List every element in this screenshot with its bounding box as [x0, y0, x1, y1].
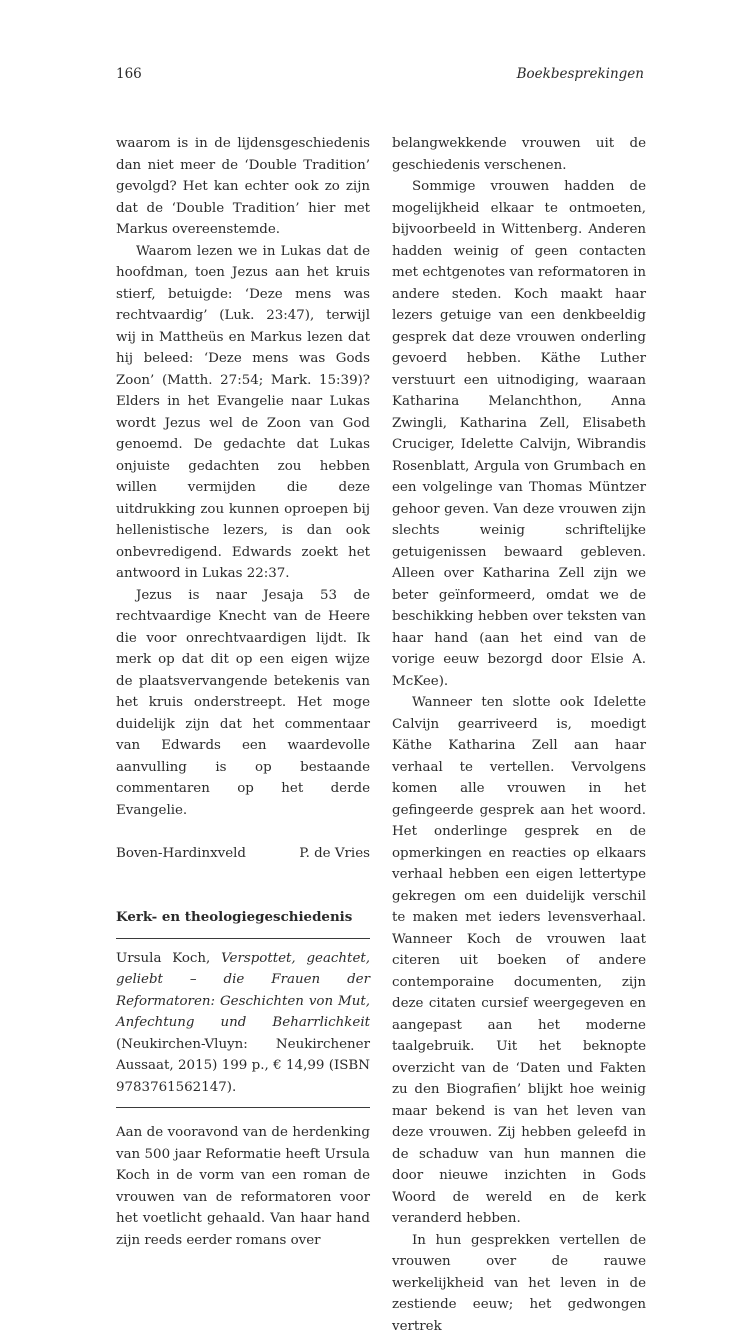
right-column [392, 133, 646, 1337]
running-head: Boekbesprekingen [517, 66, 644, 82]
body-paragraph: Waarom lezen we in Lukas dat de hoofdman, toen Jezus aan het kruis stierf, betuigde: ‘Deze mens was rechtvaardig’ (Luk. 23:47), terwijl wij in Mattheüs en Markus lezen dat hij beleed: ‘Deze mens was Gods Zoon’ (Matth. 27:54; Mark. 15:39)? Elders in het Evangelie naar Lukas wordt Jezus wel de Zoon van God genoemd. De gedachte dat Lukas onjuiste gedachten zou hebben willen vermijden die deze uitdrukking zou kunnen oproepen bij hellenistische lezers, is dan ook onbevredigend. Edwards zoekt het antwoord in Lukas 22:37. [116, 241, 370, 585]
body-paragraph: Sommige vrouwen hadden de mogelijkheid elkaar te ontmoeten, bijvoorbeeld in Wittenberg. Anderen hadden weinig of geen contacten met echtgenotes van reformatoren in andere steden. Koch maakt haar lezers getuige van een denkbeeldig gesprek dat deze vrouwen onderling gevoerd hebben. Käthe Luther verstuurt een uitnodiging, waaraan Katharina Melanchthon, Anna Zwingli, Katharina Zell, Elisabeth Cruciger, Idelette Calvijn, Wibrandis Rosenblatt, Argula von Grumbach en een volgelinge van Thomas Müntzer gehoor geven. Van deze vrouwen zijn slechts weinig schriftelijke getuigenissen bewaard gebleven. Alleen over Katharina Zell zijn we beter geïnformeerd, omdat we de beschikking hebben over teksten van haar hand (aan het eind van de vorige eeuw bezorgd door Elsie A. McKee). [392, 176, 646, 692]
body-paragraph: waarom is in de lijdensgeschiedenis dan niet meer de ‘Double Tradition’ gevolgd? Het kan echter ook zo zijn dat de ‘Double Tradition’ hier met Markus overeenstemde. [116, 133, 370, 241]
page-number: 166 [116, 66, 142, 82]
body-paragraph: Jezus is naar Jesaja 53 de rechtvaardige Knecht van de Heere die voor onrechtvaardigen lijdt. Ik merk op dat dit op een eigen wijze de plaatsvervangende betekenis van het kruis onderstreept. Het moge duidelijk zijn dat het commentaar van Edwards een waardevolle aanvulling is op bestaande commentaren op het derde Evangelie. [116, 585, 370, 822]
body-paragraph: Aan de vooravond van de herdenking van 500 jaar Reformatie heeft Ursula Koch in de vorm van een roman de vrouwen van de reformatoren voor het voetlicht gehaald. Van haar hand zijn reeds eerder romans over [116, 1122, 370, 1251]
signature-name: P. de Vries [299, 843, 370, 865]
divider [116, 938, 370, 939]
book-reference [116, 948, 370, 1099]
body-paragraph: In hun gesprekken vertellen de vrouwen over de rauwe werkelijkheid van het leven in de zestiende eeuw; het gedwongen vertrek [392, 1230, 646, 1337]
signature-place: Boven-Hardinxveld [116, 843, 246, 865]
review-signature [116, 843, 370, 865]
book-title: Verspottet, geachtet, geliebt – die Frauen der Reformatoren: Geschichten von Mut, Anfechtung und Beharrlichkeit [116, 951, 370, 1031]
book-author: Ursula Koch, [116, 951, 210, 966]
left-column [116, 133, 370, 1251]
body-paragraph: Wanneer ten slotte ook Idelette Calvijn gearriveerd is, moedigt Käthe Katharina Zell aan haar verhaal te vertellen. Vervolgens komen alle vrouwen in het gefingeerde gesprek aan het woord. Het onderlinge gesprek en de opmerkingen en reacties op elkaars verhaal hebben een eigen lettertype gekregen om een duidelijk verschil te maken met ieders levensverhaal. Wanneer Koch de vrouwen laat citeren uit boeken of andere contemporaine documenten, zijn deze citaten cursief weergegeven en aangepast aan het moderne taalgebruik. Uit het beknopte overzicht van de ‘Daten und Fakten zu den Biografien’ blijkt hoe weinig maar bekend is van het leven van deze vrouwen. Zij hebben geleefd in de schaduw van hun mannen die door nieuwe inzichten in Gods Woord de wereld en de kerk veranderd hebben. [392, 692, 646, 1230]
divider [116, 1107, 370, 1108]
book-publication: (Neukirchen-Vluyn: Neukirchener Aussaat, 2015) 199 p., € 14,99 (ISBN 9783761562147). [116, 1037, 370, 1095]
section-heading: Kerk- en theologiegeschiedenis [116, 907, 370, 929]
body-paragraph: belangwekkende vrouwen uit de geschiedenis verschenen. [392, 133, 646, 176]
